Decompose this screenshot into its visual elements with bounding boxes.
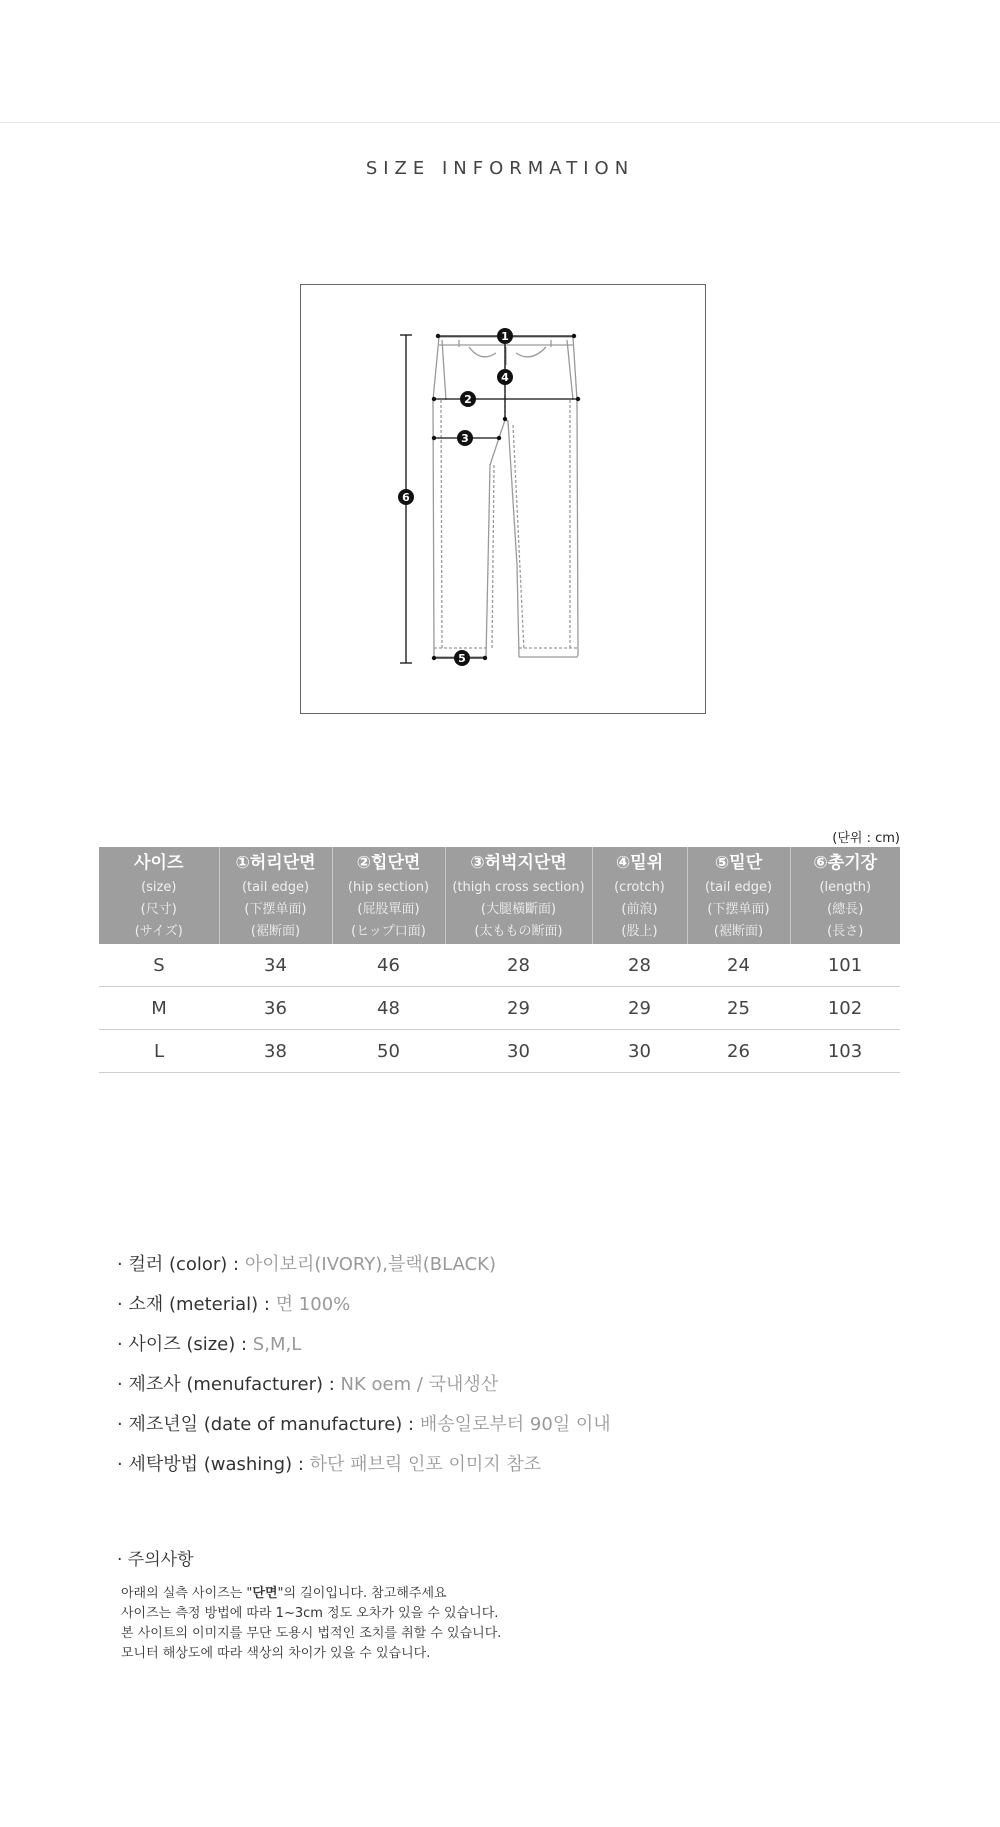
info-washing bbox=[117, 1450, 917, 1490]
caution-section bbox=[117, 1545, 917, 1664]
info-value: NK oem / 국내생산 bbox=[340, 1374, 499, 1395]
size-table bbox=[99, 847, 900, 1073]
svg-text:4: 4 bbox=[501, 371, 509, 384]
table-cell: 29 bbox=[592, 987, 687, 1030]
table-cell: M bbox=[99, 987, 219, 1030]
marker-1 bbox=[497, 328, 513, 344]
marker-4 bbox=[497, 369, 513, 385]
table-cell: 48 bbox=[332, 987, 445, 1030]
marker-5 bbox=[454, 650, 470, 666]
product-info-list bbox=[117, 1250, 917, 1490]
column-header-length: ⑥총기장 (length) (總長) (長さ) bbox=[790, 847, 900, 944]
svg-text:1: 1 bbox=[501, 330, 509, 343]
table-row bbox=[99, 944, 900, 987]
table-cell: 30 bbox=[592, 1030, 687, 1073]
column-header-waist: ①허리단면 (tail edge) (下摆单面) (裾断面) bbox=[219, 847, 332, 944]
table-cell: 26 bbox=[687, 1030, 790, 1073]
caution-line: 사이즈는 측정 방법에 따라 1~3cm 정도 오차가 있을 수 있습니다. bbox=[121, 1606, 499, 1621]
svg-text:2: 2 bbox=[464, 393, 472, 406]
table-cell: S bbox=[99, 944, 219, 987]
info-label: · 소재 (meterial) : bbox=[117, 1294, 270, 1315]
pants-illustration bbox=[301, 285, 707, 715]
pants-diagram bbox=[300, 284, 706, 714]
caution-line: 아래의 실측 사이즈는 "단면"의 길이입니다. 참고해주세요 bbox=[121, 1586, 447, 1601]
table-cell: 30 bbox=[445, 1030, 592, 1073]
table-cell: 50 bbox=[332, 1030, 445, 1073]
column-header-thigh: ③허벅지단면 (thigh cross section) (大腿橫斷面) (太ももの断面) bbox=[445, 847, 592, 944]
caution-line: 모니터 해상도에 따라 색상의 차이가 있을 수 있습니다. bbox=[121, 1646, 431, 1661]
info-material bbox=[117, 1290, 917, 1330]
info-size bbox=[117, 1330, 917, 1370]
top-divider bbox=[0, 122, 1000, 123]
table-cell: 29 bbox=[445, 987, 592, 1030]
table-cell: 28 bbox=[592, 944, 687, 987]
table-header-row bbox=[99, 847, 900, 944]
table-cell: 46 bbox=[332, 944, 445, 987]
svg-text:3: 3 bbox=[461, 432, 469, 445]
table-row bbox=[99, 987, 900, 1030]
info-color bbox=[117, 1250, 917, 1290]
info-label: · 사이즈 (size) : bbox=[117, 1334, 248, 1355]
info-value: 하단 패브릭 인포 이미지 참조 bbox=[309, 1454, 542, 1475]
marker-6 bbox=[398, 489, 414, 505]
table-cell: 38 bbox=[219, 1030, 332, 1073]
table-cell: 103 bbox=[790, 1030, 900, 1073]
info-label: · 컬러 (color) : bbox=[117, 1254, 240, 1275]
table-cell: 36 bbox=[219, 987, 332, 1030]
info-label: · 제조사 (menufacturer) : bbox=[117, 1374, 335, 1395]
table-cell: 101 bbox=[790, 944, 900, 987]
unit-label: (단위 : cm) bbox=[832, 831, 900, 846]
caution-title: · 주의사항 bbox=[117, 1550, 194, 1570]
info-label: · 세탁방법 (washing) : bbox=[117, 1454, 304, 1475]
info-manufacturer bbox=[117, 1370, 917, 1410]
table-cell: 34 bbox=[219, 944, 332, 987]
table-cell: 102 bbox=[790, 987, 900, 1030]
info-value: 아이보리(IVORY),블랙(BLACK) bbox=[244, 1254, 496, 1275]
column-header-crotch: ④밑위 (crotch) (前浪) (股上) bbox=[592, 847, 687, 944]
svg-text:5: 5 bbox=[458, 652, 466, 665]
table-cell: 28 bbox=[445, 944, 592, 987]
marker-3 bbox=[457, 430, 473, 446]
page-title: SIZE INFORMATION bbox=[365, 158, 635, 179]
info-value: S,M,L bbox=[252, 1334, 302, 1355]
table-cell: 25 bbox=[687, 987, 790, 1030]
column-header-hip: ②힙단면 (hip section) (屁股單面) (ヒップ口面) bbox=[332, 847, 445, 944]
info-label: · 제조년일 (date of manufacture) : bbox=[117, 1414, 415, 1435]
table-cell: L bbox=[99, 1030, 219, 1073]
column-header-hem: ⑤밑단 (tail edge) (下摆单面) (裾断面) bbox=[687, 847, 790, 944]
svg-text:6: 6 bbox=[402, 491, 410, 504]
marker-2 bbox=[460, 391, 476, 407]
info-value: 면 100% bbox=[275, 1294, 351, 1315]
caution-line: 본 사이트의 이미지를 무단 도용시 법적인 조치를 취할 수 있습니다. bbox=[121, 1626, 502, 1641]
info-value: 배송일로부터 90일 이내 bbox=[419, 1414, 611, 1435]
table-cell: 24 bbox=[687, 944, 790, 987]
table-row bbox=[99, 1030, 900, 1073]
column-header-size: 사이즈 (size) (尺寸) (サイズ) bbox=[99, 847, 219, 944]
info-manufacture-date bbox=[117, 1410, 917, 1450]
